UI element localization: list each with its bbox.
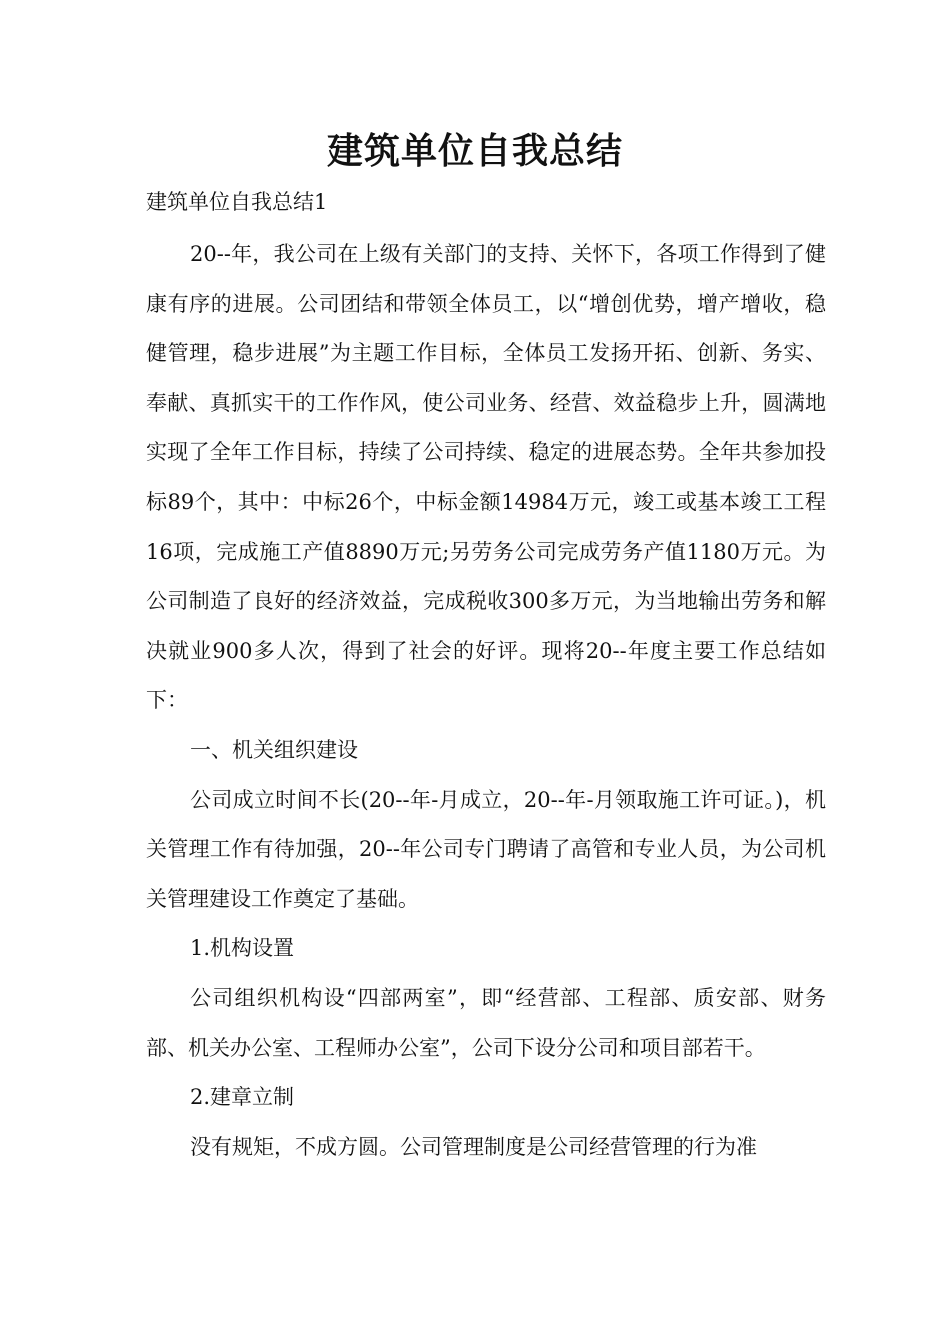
document-title: 建筑单位自我总结 (326, 131, 623, 172)
section-heading-organization: 一、机关组织建设 (190, 737, 358, 762)
paragraph-organization: 公司成立时间不长(20--年-月成立，20--年-月领取施工许可证。)，机关管理工作有待加强，20--年公司专门聘请了高管和专业人员，为公司机关管理建设工作奠定了基础。 (146, 787, 826, 911)
paragraph-intro: 20--年，我公司在上级有关部门的支持、关怀下，各项工作得到了健康有序的进展。公司团结和带领全体员工，以“增创优势，增产增收，稳健管理，稳步进展”为主题工作目标，全体员工发扬开拓、创新、务实、奉献、真抓实干的工作作风，使公司业务、经营、效益稳步上升，圆满地实现了全年工作目标，持续了公司持续、稳定的进展态势。全年共参加投标89个，其中：中标26个，中标金额14984万元，竣工或基本竣工工程16项，完成施工产值8890万元;另劳务公司完成劳务产值1180万元。为公司制造了良好的经济效益，完成税收300多万元，为当地输出劳务和解决就业900多人次，得到了社会的好评。现将20--年度主要工作总结如下： (146, 242, 826, 713)
subsection-heading-structure: 1.机构设置 (190, 936, 295, 961)
document-subtitle: 建筑单位自我总结1 (146, 190, 328, 214)
document-body (146, 230, 826, 1172)
subsection-heading-rules: 2.建章立制 (190, 1085, 295, 1110)
paragraph-structure: 公司组织机构设“四部两室”，即“经营部、工程部、质安部、财务部、机关办公室、工程师办公室”，公司下设分公司和项目部若干。 (146, 985, 826, 1060)
paragraph-rules: 没有规矩，不成方圆。公司管理制度是公司经营管理的行为准 (190, 1134, 757, 1159)
